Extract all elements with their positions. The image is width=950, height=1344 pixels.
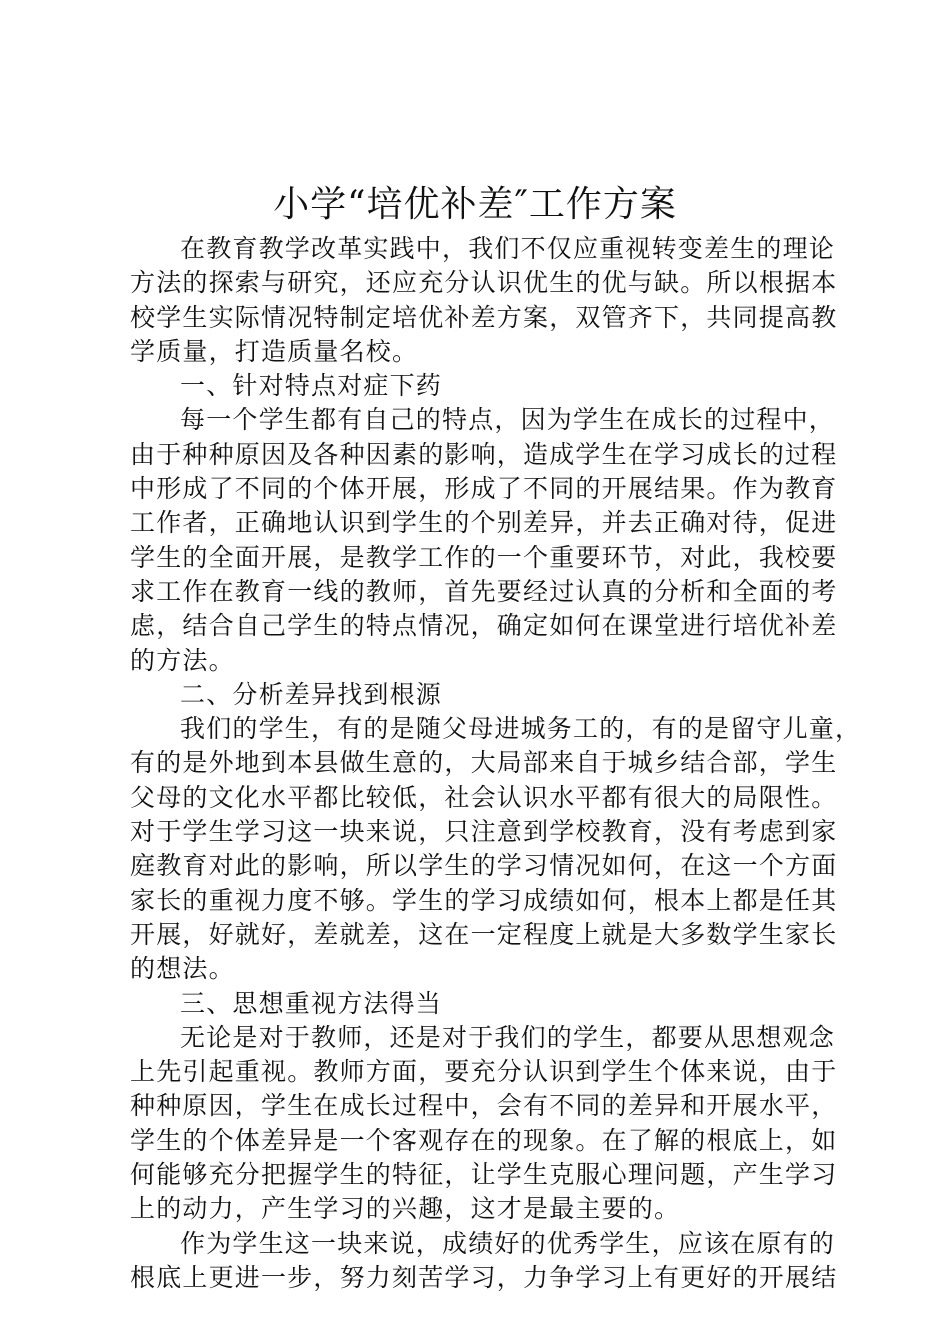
body-line: 在教育教学改革实践中，我们不仅应重视转变差生的理论 [180, 234, 836, 263]
body-line: 方法的探索与研究，还应充分认识优生的优与缺。所以根据本 [130, 268, 838, 298]
body-line: 何能够充分把握学生的特征，让学生克服心理问题，产生学习 [130, 1160, 838, 1190]
body-line: 庭教育对此的影响，所以学生的学习情况如何，在这一个方面 [130, 851, 838, 881]
body-line: 父母的文化水平都比较低，社会认识水平都有很大的局限性。 [130, 782, 838, 812]
document-body [130, 232, 862, 1295]
body-line: 虑，结合自己学生的特点情况，确定如何在课堂进行培优补差 [130, 611, 838, 641]
document-title: 小学“培优补差″工作方案 [273, 184, 677, 225]
body-line: 三、思想重视方法得当 [180, 988, 443, 1018]
body-line: 学生的个体差异是一个客观存在的现象。在了解的根底上，如 [130, 1125, 838, 1155]
body-line: 一、针对特点对症下药 [180, 371, 443, 401]
body-line: 求工作在教育一线的教师，首先要经过认真的分析和全面的考 [130, 576, 838, 606]
body-line: 上先引起重视。教师方面，要充分认识到学生个体来说，由于 [130, 1057, 838, 1087]
body-line: 开展，好就好，差就差，这在一定程度上就是大多数学生家长 [130, 919, 838, 949]
body-line: 有的是外地到本县做生意的，大局部来自于城乡结合部，学生 [130, 748, 838, 778]
body-line: 无论是对于教师，还是对于我们的学生，都要从思想观念 [180, 1022, 836, 1052]
body-line: 上的动力，产生学习的兴趣，这才是最主要的。 [130, 1194, 681, 1224]
body-line: 每一个学生都有自己的特点，因为学生在成长的过程中， [180, 405, 836, 435]
body-line: 学质量，打造质量名校。 [130, 336, 419, 366]
body-line: 种种原因，学生在成长过程中，会有不同的差异和开展水平， [130, 1091, 838, 1121]
body-line: 中形成了不同的个体开展，形成了不同的开展结果。作为教育 [130, 474, 838, 504]
body-line: 的方法。 [130, 645, 235, 675]
body-line: 二、分析差异找到根源 [180, 679, 443, 709]
body-line: 的想法。 [130, 954, 235, 984]
body-line: 对于学生学习这一块来说，只注意到学校教育，没有考虑到家 [130, 817, 838, 847]
body-line: 学生的全面开展，是教学工作的一个重要环节，对此，我校要 [130, 542, 838, 572]
body-line: 工作者，正确地认识到学生的个别差异，并去正确对待，促进 [130, 508, 838, 538]
body-line: 我们的学生，有的是随父母进城务工的，有的是留守儿童， [180, 714, 862, 744]
body-line: 作为学生这一块来说，成绩好的优秀学生，应该在原有的 [180, 1228, 836, 1258]
body-line: 根底上更进一步，努力刻苦学习，力争学习上有更好的开展结 [130, 1262, 838, 1292]
body-line: 家长的重视力度不够。学生的学习成绩如何，根本上都是任其 [130, 885, 838, 915]
body-line: 由于种种原因及各种因素的影响，造成学生在学习成长的过程 [130, 439, 838, 469]
body-line: 校学生实际情况特制定培优补差方案，双管齐下，共同提高教 [130, 302, 838, 332]
